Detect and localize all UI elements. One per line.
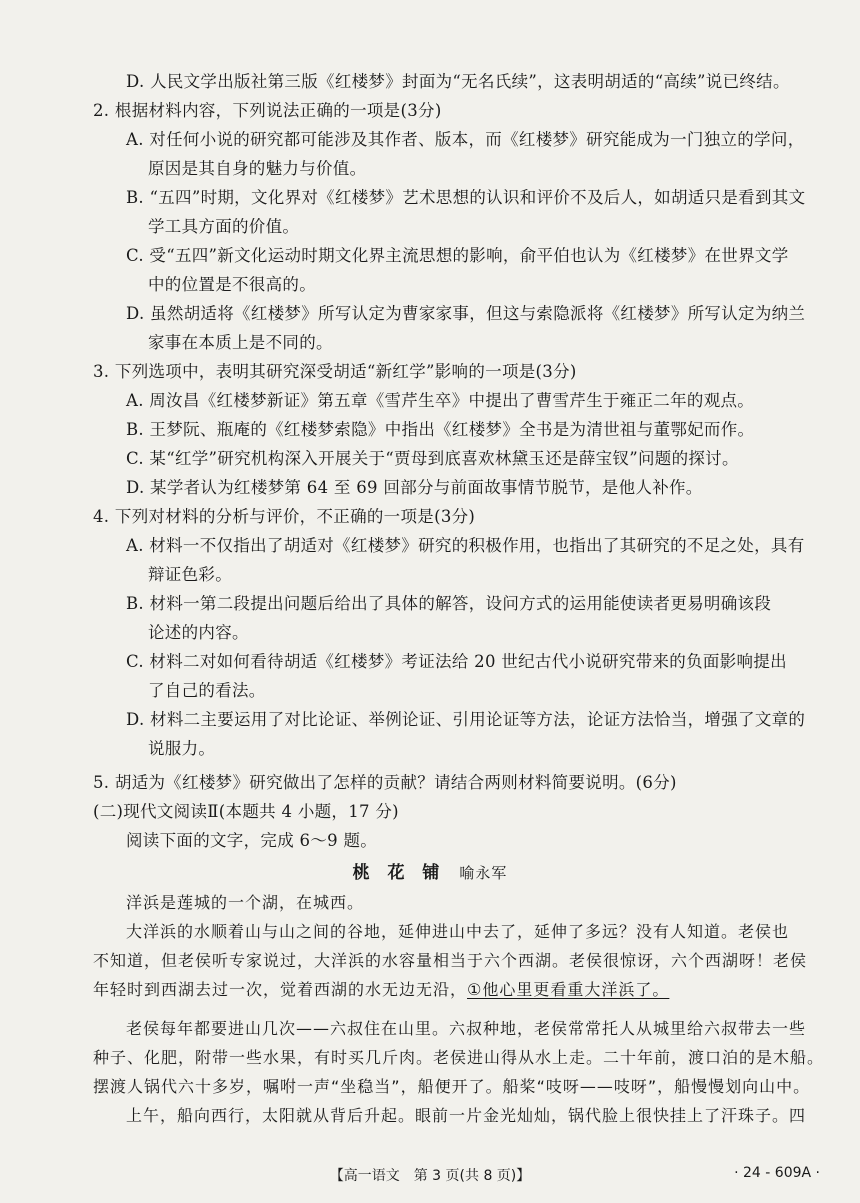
story-paragraph-2-line-2: 不知道，但老侯听专家说过，大洋浜的水容量相当于六个西湖。老侯很惊讶，六个西湖呀！老侯 xyxy=(93,951,808,970)
q4-option-c: C. 材料二对如何看待胡适《红楼梦》考证法给 20 世纪古代小说研究带来的负面影响提出 xyxy=(126,652,787,671)
q3-option-a: A. 周汝昌《红楼梦新证》第五章《雪芹生卒》中提出了曹雪芹生于雍正二年的观点。 xyxy=(126,391,755,410)
story-text: 年轻时到西湖去过一次，觉着西湖的水无边无沿， xyxy=(93,980,468,999)
q1-option-d: D. 人民文学出版社第三版《红楼梦》封面为“无名氏续”，这表明胡适的“高续”说已终结。 xyxy=(126,72,790,91)
underlined-sentence-1: ①他心里更看重大洋浜了。 xyxy=(467,980,670,999)
q3-stem: 3. 下列选项中，表明其研究深受胡适“新红学”影响的一项是(3分) xyxy=(93,362,577,381)
q4-option-c-cont: 了自己的看法。 xyxy=(148,681,266,700)
story-title: 桃 花 铺 xyxy=(352,863,446,883)
story-paragraph-2-line-1: 大洋浜的水顺着山与山之间的谷地，延伸进山中去了，延伸了多远？没有人知道。老侯也 xyxy=(126,922,790,941)
story-title-line xyxy=(0,858,860,883)
q4-option-a: A. 材料一不仅指出了胡适对《红楼梦》研究的积极作用，也指出了其研究的不足之处，具有 xyxy=(126,536,805,555)
q2-option-c: C. 受“五四”新文化运动时期文化界主流思想的影响，俞平伯也认为《红楼梦》在世界文学 xyxy=(126,246,789,265)
q2-option-a: A. 对任何小说的研究都可能涉及其作者、版本，而《红楼梦》研究能成为一门独立的学问， xyxy=(126,130,805,149)
story-paragraph-1: 洋浜是莲城的一个湖，在城西。 xyxy=(126,893,365,912)
story-paragraph-2-line-3 xyxy=(93,978,669,1002)
story-paragraph-3-line-2: 种子、化肥，附带一些水果，有时买几斤肉。老侯进山得从水上走。二十年前，渡口泊的是木船。 xyxy=(93,1048,825,1067)
story-author: 喻永军 xyxy=(459,864,508,882)
q2-option-c-cont: 中的位置是不很高的。 xyxy=(148,275,316,294)
q4-option-b-cont: 论述的内容。 xyxy=(148,623,249,642)
exam-code: · 24 - 609A · xyxy=(734,1165,820,1181)
q2-stem: 2. 根据材料内容，下列说法正确的一项是(3分) xyxy=(93,101,442,120)
q2-option-b-cont: 学工具方面的价值。 xyxy=(148,217,300,236)
q2-option-b: B. “五四”时期，文化界对《红楼梦》艺术思想的认识和评价不及后人，如胡适只是看到其文 xyxy=(126,188,806,207)
q4-option-a-cont: 辩证色彩。 xyxy=(148,565,232,584)
story-paragraph-4-line-1: 上午，船向西行，太阳就从背后升起。眼前一片金光灿灿，锅代脸上很快挂上了汗珠子。四 xyxy=(126,1106,807,1125)
q4-option-d-cont: 说服力。 xyxy=(148,739,216,758)
q2-option-a-cont: 原因是其自身的魅力与价值。 xyxy=(148,159,367,178)
q3-option-d: D. 某学者认为红楼梦第 64 至 69 回部分与前面故事情节脱节，是他人补作。 xyxy=(126,478,703,497)
section-instruction: 阅读下面的文字，完成 6～9 题。 xyxy=(126,831,378,850)
section-heading: (二)现代文阅读Ⅱ(本题共 4 小题，17 分) xyxy=(93,802,399,821)
q2-option-d: D. 虽然胡适将《红楼梦》所写认定为曹家家事，但这与索隐派将《红楼梦》所写认定为纳兰 xyxy=(126,304,806,323)
q4-option-d: D. 材料二主要运用了对比论证、举例论证、引用论证等方法，论证方法恰当，增强了文章的 xyxy=(126,710,806,729)
q2-option-d-cont: 家事在本质上是不同的。 xyxy=(148,333,333,352)
q3-option-c: C. 某“红学”研究机构深入开展关于“贾母到底喜欢林黛玉还是薛宝钗”问题的探讨。 xyxy=(126,449,739,468)
q4-stem: 4. 下列对材料的分析与评价，不正确的一项是(3分) xyxy=(93,507,476,526)
q5-stem: 5. 胡适为《红楼梦》研究做出了怎样的贡献？请结合两则材料简要说明。(6分) xyxy=(93,773,677,792)
story-paragraph-3-line-3: 摆渡人锅代六十多岁，嘱咐一声“坐稳当”，船便开了。船桨“吱呀——吱呀”，船慢慢划向山中。 xyxy=(93,1077,811,1096)
story-paragraph-3-line-1: 老侯每年都要进山几次——六叔住在山里。六叔种地，老侯常常托人从城里给六叔带去一些 xyxy=(126,1019,807,1038)
page-number: 【高一语文 第 3 页(共 8 页)】 xyxy=(329,1168,531,1184)
q3-option-b: B. 王梦阮、瓶庵的《红楼梦索隐》中指出《红楼梦》全书是为清世祖与董鄂妃而作。 xyxy=(126,420,755,439)
q4-option-b: B. 材料一第二段提出问题后给出了具体的解答，设问方式的运用能使读者更易明确该段 xyxy=(126,594,772,613)
